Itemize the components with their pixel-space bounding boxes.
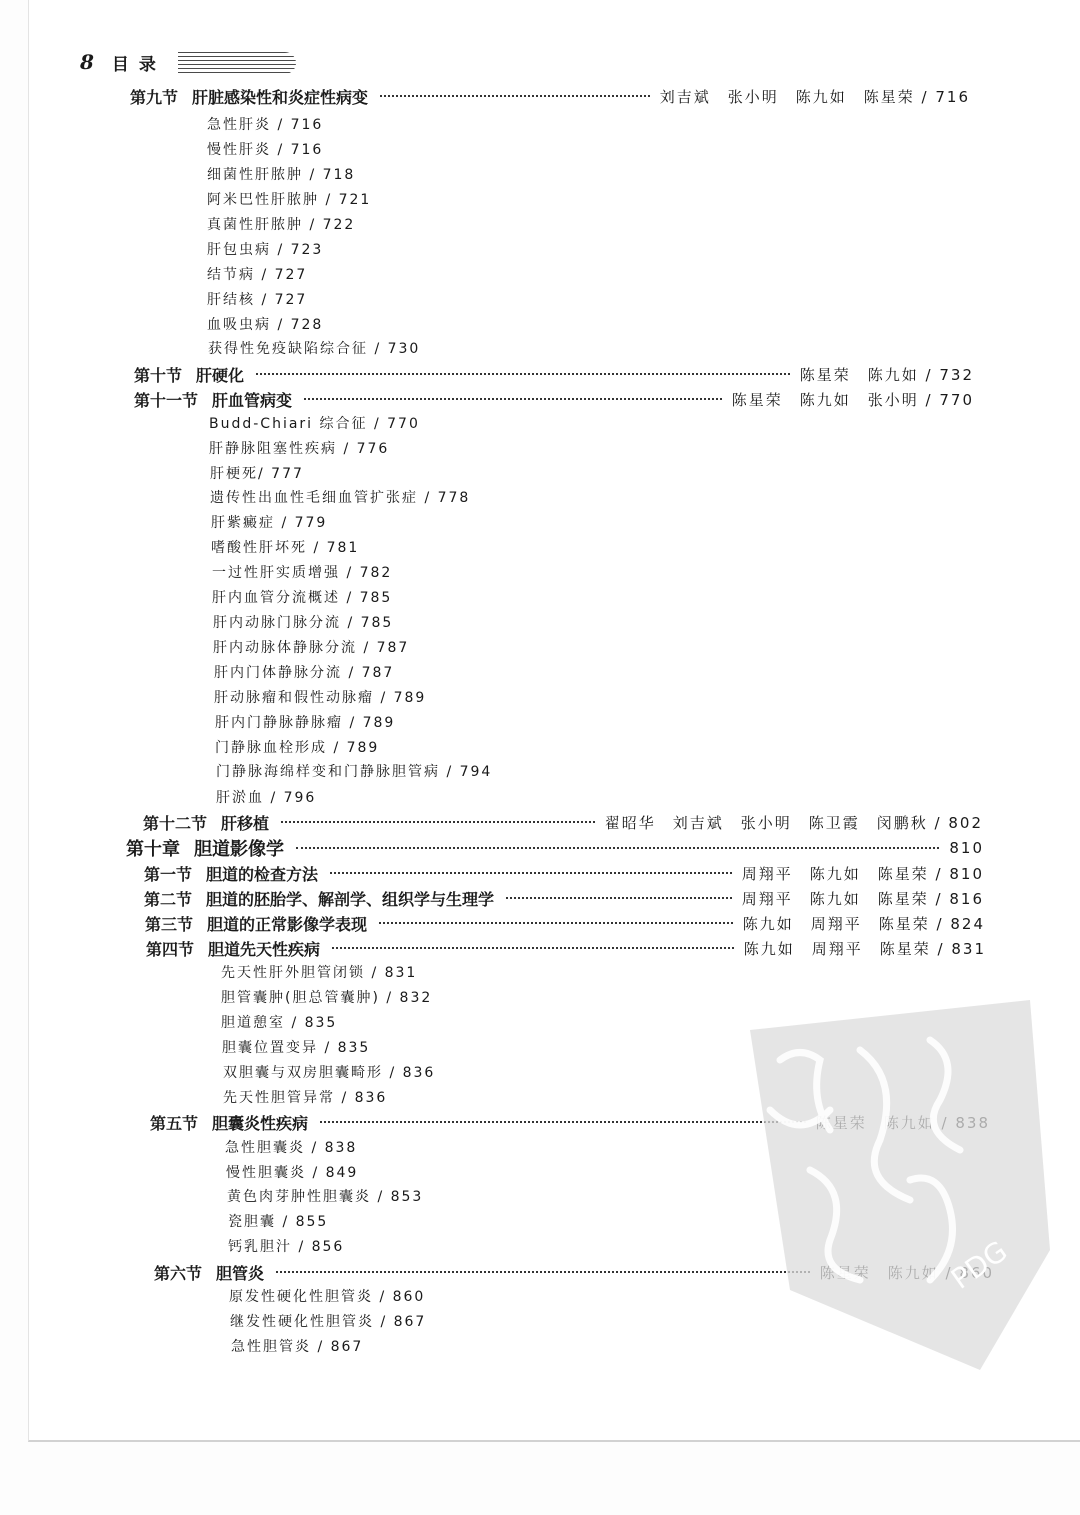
entry-label: 第三节: [145, 914, 194, 934]
toc-subentry: 肝内门静脉静脉瘤 / 789: [215, 715, 396, 731]
toc-subentry: 遗传性出血性毛细血管扩张症 / 778: [210, 490, 471, 506]
toc-subentry: 先天性肝外胆管闭锁 / 831: [221, 965, 418, 981]
toc-subentry: 细菌性肝脓肿 / 718: [207, 167, 356, 183]
toc-subentry: 门静脉血栓形成 / 789: [215, 740, 380, 756]
toc-subentry: 慢性胆囊炎 / 849: [226, 1165, 359, 1181]
toc-subentry: 肝梗死/ 777: [210, 466, 304, 482]
entry-label: 第十二节: [143, 813, 208, 833]
entry-authors-page: 陈星荣 陈九如 / 732: [799, 365, 974, 384]
toc-subentry: 肝内门体静脉分流 / 787: [214, 665, 395, 681]
toc-subentry: 获得性免疫缺陷综合征 / 730: [208, 341, 421, 357]
leader-dots: [380, 95, 650, 97]
toc-subentry: 原发性硬化性胆管炎 / 860: [229, 1289, 426, 1305]
toc-section-entry: [144, 886, 984, 910]
toc-subentry: 急性胆管炎 / 867: [231, 1339, 364, 1355]
entry-authors-page: 陈九如 周翔平 陈星荣 / 831: [743, 939, 986, 958]
toc-subentry: 钙乳胆汁 / 856: [228, 1239, 345, 1255]
entry-title: 胆道的胚胎学、解剖学、组织学与生理学: [206, 889, 495, 909]
entry-label: 第一节: [144, 864, 193, 884]
entry-title: 胆道的正常影像学表现: [207, 914, 368, 934]
toc-subentry: 双胆囊与双房胆囊畸形 / 836: [223, 1065, 436, 1081]
toc-subentry: 肝动脉瘤和假性动脉瘤 / 789: [214, 690, 427, 706]
leader-dots: [379, 922, 733, 924]
stamp-label: PDG: [945, 1234, 1014, 1296]
toc-subentry: Budd-Chiari 综合征 / 770: [209, 416, 420, 432]
entry-label: 第九节: [130, 87, 179, 107]
leader-dots: [281, 821, 595, 823]
toc-subentry: 嗜酸性肝坏死 / 781: [211, 540, 360, 556]
entry-authors-page: 周翔平 陈九如 陈星荣 / 816: [741, 889, 984, 908]
entry-label: 第五节: [150, 1113, 199, 1133]
page-number: 8: [80, 50, 94, 74]
toc-chapter-entry: [126, 836, 984, 860]
toc-subentry: 结节病 / 727: [207, 267, 308, 283]
entry-label: 第十节: [134, 365, 183, 385]
toc-subentry: 瓷胆囊 / 855: [228, 1214, 329, 1230]
leader-dots: [296, 847, 939, 849]
entry-title: 胆囊炎性疾病: [212, 1113, 309, 1133]
toc-subentry: 肝结核 / 727: [207, 292, 308, 308]
toc-subentry: 胆道憩室 / 835: [221, 1015, 338, 1031]
toc-section-entry: [143, 810, 983, 834]
watermark-stamp: [730, 990, 1060, 1380]
entry-title: 肝硬化: [196, 365, 245, 385]
leader-dots: [304, 398, 722, 400]
entry-title: 胆管炎: [216, 1263, 265, 1283]
entry-title: 肝脏感染性和炎症性病变: [192, 87, 369, 107]
toc-subentry: 门静脉海绵样变和门静脉胆管病 / 794: [216, 764, 493, 780]
header-ornament-rule: [178, 52, 296, 74]
leader-dots: [330, 872, 732, 874]
toc-subentry: 真菌性肝脓肿 / 722: [207, 217, 356, 233]
entry-title: 胆道先天性疾病: [208, 939, 321, 959]
toc-section-entry: [145, 911, 985, 935]
entry-authors-page: 陈九如 周翔平 陈星荣 / 824: [742, 914, 985, 933]
toc-subentry: 胆管囊肿(胆总管囊肿) / 832: [221, 990, 433, 1006]
running-title: 目录: [111, 54, 166, 75]
toc-subentry: 血吸虫病 / 728: [207, 317, 324, 333]
entry-authors-page: 刘吉斌 张小明 陈九如 陈星荣 / 716: [659, 87, 970, 106]
toc-subentry: 一过性肝实质增强 / 782: [212, 565, 393, 581]
entry-label: 第二节: [144, 889, 193, 909]
toc-subentry: 急性胆囊炎 / 838: [225, 1140, 358, 1156]
toc-section-entry: [134, 362, 974, 386]
entry-label: 第六节: [154, 1263, 203, 1283]
entry-label: 第四节: [146, 939, 195, 959]
entry-authors-page: 翟昭华 刘吉斌 张小明 陈卫霞 闵鹏秋 / 802: [604, 813, 983, 832]
entry-label: 第十一节: [134, 390, 199, 410]
toc-subentry: 继发性硬化性胆管炎 / 867: [230, 1314, 427, 1330]
entry-title: 肝移植: [221, 813, 270, 833]
entry-title: 胆道的检查方法: [206, 864, 319, 884]
toc-subentry: 急性肝炎 / 716: [207, 117, 324, 133]
toc-section-entry: [130, 84, 970, 108]
toc-subentry: 肝紫癜症 / 779: [211, 515, 328, 531]
toc-section-entry: [146, 936, 986, 960]
entry-title: 胆道影像学: [194, 839, 284, 860]
leader-dots: [506, 897, 732, 899]
running-header: [80, 48, 166, 76]
entry-label: 第十章: [126, 839, 180, 860]
entry-authors-page: 陈星荣 陈九如 张小明 / 770: [731, 390, 974, 409]
toc-subentry: 肝内动脉门脉分流 / 785: [213, 615, 394, 631]
toc-subentry: 肝包虫病 / 723: [207, 242, 324, 258]
toc-section-entry: [134, 387, 974, 411]
toc-subentry: 胆囊位置变异 / 835: [222, 1040, 371, 1056]
toc-subentry: 肝内血管分流概述 / 785: [212, 590, 393, 606]
toc-subentry: 阿米巴性肝脓肿 / 721: [207, 192, 372, 208]
toc-subentry: 肝内动脉体静脉分流 / 787: [213, 640, 410, 656]
entry-authors-page: 810: [949, 839, 984, 857]
toc-section-entry: [144, 861, 984, 885]
toc-subentry: 肝静脉阻塞性疾病 / 776: [209, 441, 390, 457]
toc-subentry: 先天性胆管异常 / 836: [223, 1090, 388, 1106]
leader-dots: [332, 947, 734, 949]
entry-authors-page: 周翔平 陈九如 陈星荣 / 810: [741, 864, 984, 883]
entry-title: 肝血管病变: [212, 390, 293, 410]
leader-dots: [256, 373, 790, 375]
toc-subentry: 肝淤血 / 796: [216, 790, 317, 806]
toc-subentry: 慢性肝炎 / 716: [207, 142, 324, 158]
toc-subentry: 黄色肉芽肿性胆囊炎 / 853: [227, 1189, 424, 1205]
